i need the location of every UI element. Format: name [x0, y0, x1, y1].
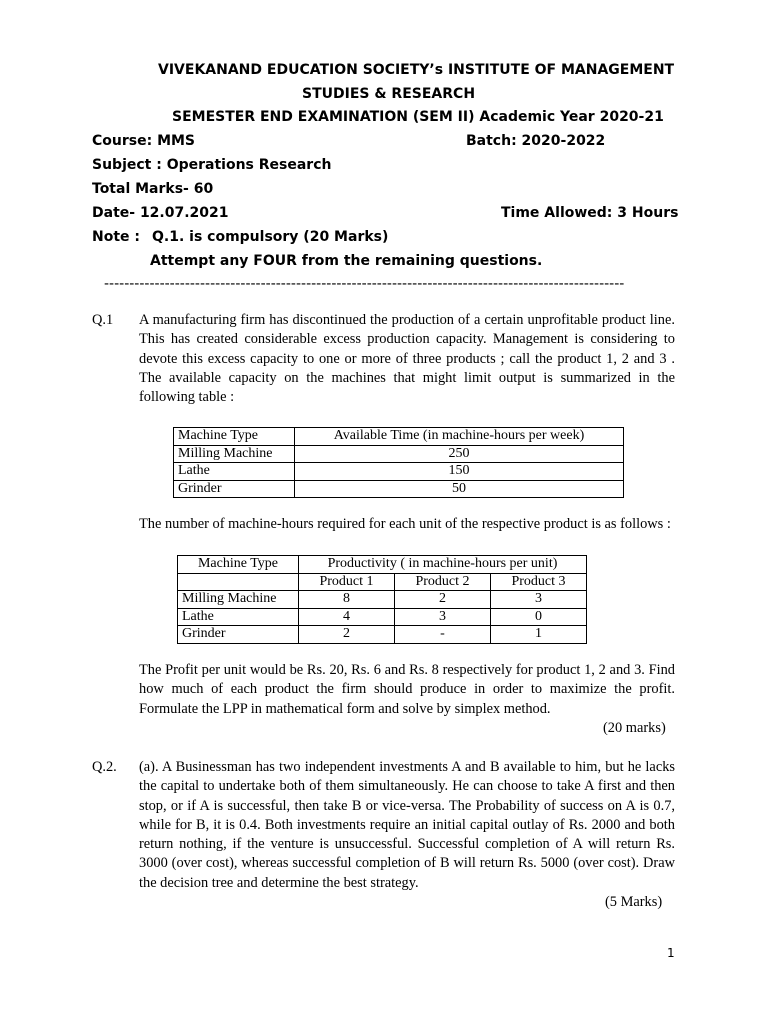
- table-row: [174, 480, 624, 498]
- q2-part-a: (a). A Businessman has two independent investments A and B available to him, but he lacks the capital to undertake both of them simultaneously. He can choose to take A first and then stop, or if A is successful, then take B or vice-versa. The Probability of success on A is 0.7, while for B, it is 0.4. Both investments require an initial capital outlay of Rs. 2000 and both return nothing, if the venture is unsuccessful. Successful completion of A will return Rs. 3000 (over cost), whereas successful completion of B will return Rs. 5000 (over cost). Draw the decision tree and determine the best strategy.: [139, 759, 675, 891]
- table-header-row: [178, 556, 587, 574]
- question-number-q1: Q.1: [92, 312, 114, 328]
- table-cell: 0: [490, 608, 586, 626]
- subject-label: Subject : Operations Research: [92, 157, 332, 173]
- table-cell: 3: [490, 591, 586, 609]
- batch-label: Batch: 2020-2022: [466, 133, 606, 149]
- table-cell: 250: [295, 445, 624, 463]
- table-header-cell: Product 2: [394, 573, 490, 591]
- table-cell: Lathe: [174, 463, 295, 481]
- table-cell: 2: [299, 626, 395, 644]
- table-cell: Milling Machine: [174, 445, 295, 463]
- q1-intro: A manufacturing firm has discontinued the production of a certain unprofitable product line. This has created considerable excess production capacity. Management is considering to devote this excess capacity to one or more of three products ; call the product 1, 2 and 3 . The available capacity on the machines that might limit output is summarized in the following table :: [139, 312, 675, 406]
- separator-line: -------------------------------------------------------------------------------------------------------: [104, 276, 625, 292]
- table-row: [178, 591, 587, 609]
- question-number-q2: Q.2.: [92, 759, 117, 775]
- institute-name-line2: STUDIES & RESEARCH: [302, 86, 476, 102]
- exam-title: SEMESTER END EXAMINATION (SEM II) Academic Year 2020-21: [172, 109, 664, 125]
- date-label: Date- 12.07.2021: [92, 205, 229, 221]
- time-allowed-label: Time Allowed: 3 Hours: [501, 205, 679, 221]
- table-cell: -: [394, 626, 490, 644]
- machine-capacity-table: [173, 427, 624, 498]
- q1-marks: (20 marks): [603, 720, 666, 736]
- table-cell-empty: [178, 573, 299, 591]
- note-line2: Attempt any FOUR from the remaining questions.: [150, 253, 543, 269]
- table-header-cell: Product 1: [299, 573, 395, 591]
- table-cell: 1: [490, 626, 586, 644]
- note-label: Note :: [92, 229, 140, 245]
- table-header-row: [174, 428, 624, 446]
- table-row: [174, 463, 624, 481]
- table-group-header: Productivity ( in machine-hours per unit): [299, 556, 587, 574]
- table-header-cell: Machine Type: [174, 428, 295, 446]
- table-cell: 2: [394, 591, 490, 609]
- q1-closing: The Profit per unit would be Rs. 20, Rs. 6 and Rs. 8 respectively for product 1, 2 and 3. Find how much of each product the firm should produce in order to maximize the profit. Formulate the LPP in mathematical form and solve by simplex method.: [139, 662, 675, 717]
- course-label: Course: MMS: [92, 133, 196, 149]
- table2-intro: The number of machine-hours required for each unit of the respective product is as follows :: [139, 516, 671, 532]
- table-cell: 150: [295, 463, 624, 481]
- table-cell: 8: [299, 591, 395, 609]
- note-line1: Q.1. is compulsory (20 Marks): [152, 229, 389, 245]
- table-cell: Grinder: [178, 626, 299, 644]
- table-subheader-row: [178, 573, 587, 591]
- table-row: [178, 626, 587, 644]
- q2-marks: (5 Marks): [605, 894, 663, 910]
- total-marks-label: Total Marks- 60: [92, 181, 214, 197]
- table-row: [174, 445, 624, 463]
- table-header-cell: Available Time (in machine-hours per week): [295, 428, 624, 446]
- table-cell: Lathe: [178, 608, 299, 626]
- table-header-cell: Product 3: [490, 573, 586, 591]
- table-cell: Milling Machine: [178, 591, 299, 609]
- institute-name-line1: VIVEKANAND EDUCATION SOCIETY’s INSTITUTE OF MANAGEMENT: [158, 62, 675, 78]
- table-row: [178, 608, 587, 626]
- table-cell: Grinder: [174, 480, 295, 498]
- productivity-table: [177, 555, 587, 644]
- table-header-cell: Machine Type: [178, 556, 299, 574]
- table-cell: 4: [299, 608, 395, 626]
- table-cell: 3: [394, 608, 490, 626]
- table-cell: 50: [295, 480, 624, 498]
- page-number: 1: [667, 946, 675, 960]
